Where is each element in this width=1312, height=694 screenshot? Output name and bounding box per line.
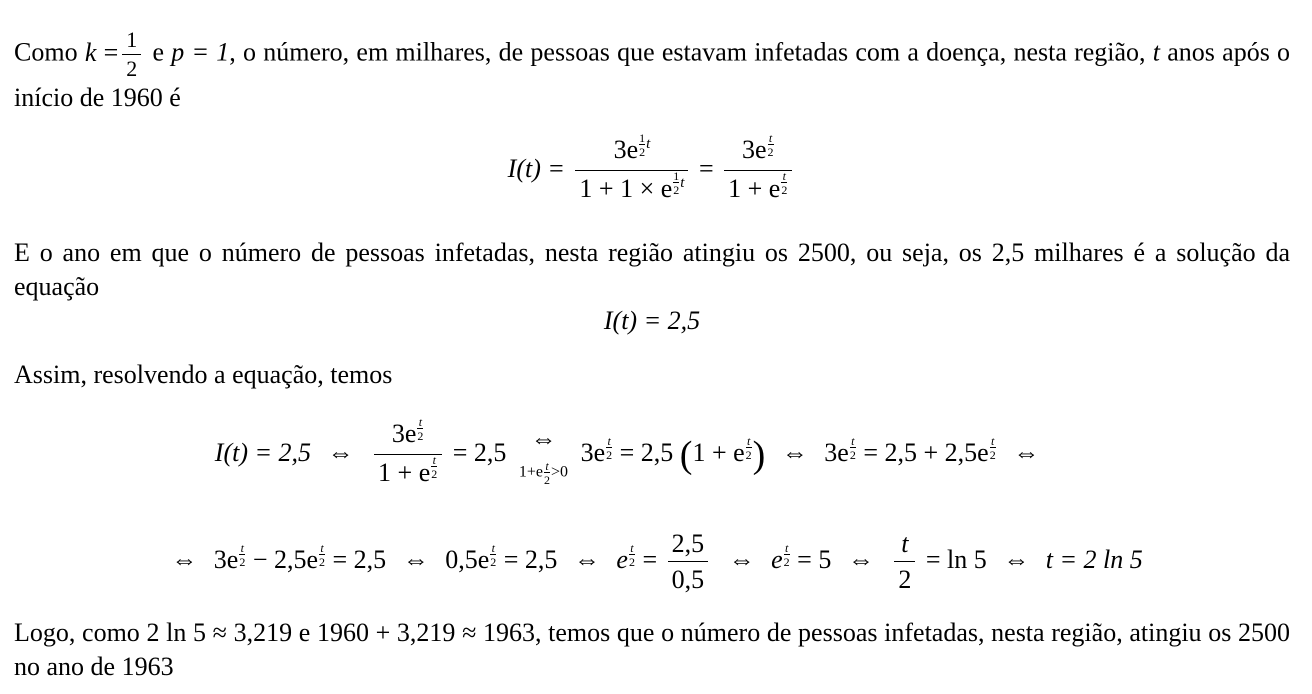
text: Como	[14, 37, 78, 67]
math-approx-1: 2 ln 5 ≈ 3,219	[146, 618, 293, 647]
text: , o número, em milhares, de pessoas que estavam infetadas com a doença, nesta região,	[229, 37, 1146, 67]
equation-solve-line1: I(t) = 2,5 ⇔ 3e $^{\frac{t}{2}}$ 1 + e $^{\frac{t}{2}}$ = 2,5 ⇔ 1+e $\frac{t}{2}$ >0 3e $^{\frac{t}{2}}$ = 2,5 (1 + e $^{\frac{t}{2}}$ ) ⇔ 3e $^{\frac{t}{2}}$ = 2,5 + 2,5e $^{\frac{t}{2}}$ ⇔	[0, 420, 1270, 490]
equation-I-t: I(t) = 3e $^{\frac{1}{2} t}$ 1 + 1 × e $^{\frac{1}{2} t}$ = 3e $^{\frac{t}{2}}$ 1 + e $^{\frac{t}{2}}$	[14, 136, 1290, 206]
math-k-half: k = $\frac{1}{2}$	[85, 38, 145, 67]
paragraph-intro	[14, 28, 1290, 115]
math-t: t	[1152, 37, 1161, 67]
paragraph-conclusion: Logo, como 2 ln 5 ≈ 3,219 e 1960 + 3,219 ≈ 1963, temos que o número de pessoas infetadas, nesta região, atingiu os 2500 no ano de 1963	[14, 618, 1290, 681]
equation-I-t-25: I(t) = 2,5	[603, 306, 701, 335]
paragraph-resolve: Assim, resolvendo a equação, temos	[14, 360, 393, 389]
math-approx-2: 1960 + 3,219 ≈ 1963	[316, 618, 536, 647]
math-p: p = 1	[171, 37, 230, 67]
equation-solve-line2: ⇔ 3e $^{\frac{t}{2}}$ − 2,5e $^{\frac{t}{2}}$ = 2,5 ⇔ 0,5e $^{\frac{t}{2}}$ = 2,5 ⇔ e $^{\frac{t}{2}}$ = $\frac{2,5}{0,5}$ ⇔ e $^{\frac{t}{2}}$ = 5 ⇔ $\frac{t}{2}$ = ln 5 ⇔ t = 2 ln 5	[171, 529, 1143, 594]
text: anos após o início de 1960 é	[14, 37, 1291, 113]
paragraph-year: E o ano em que o número de pessoas infetadas, nesta região atingiu os 2500, ou seja, os 2,5 milhares é a solução da equação	[14, 238, 1290, 301]
text: e	[152, 37, 165, 67]
